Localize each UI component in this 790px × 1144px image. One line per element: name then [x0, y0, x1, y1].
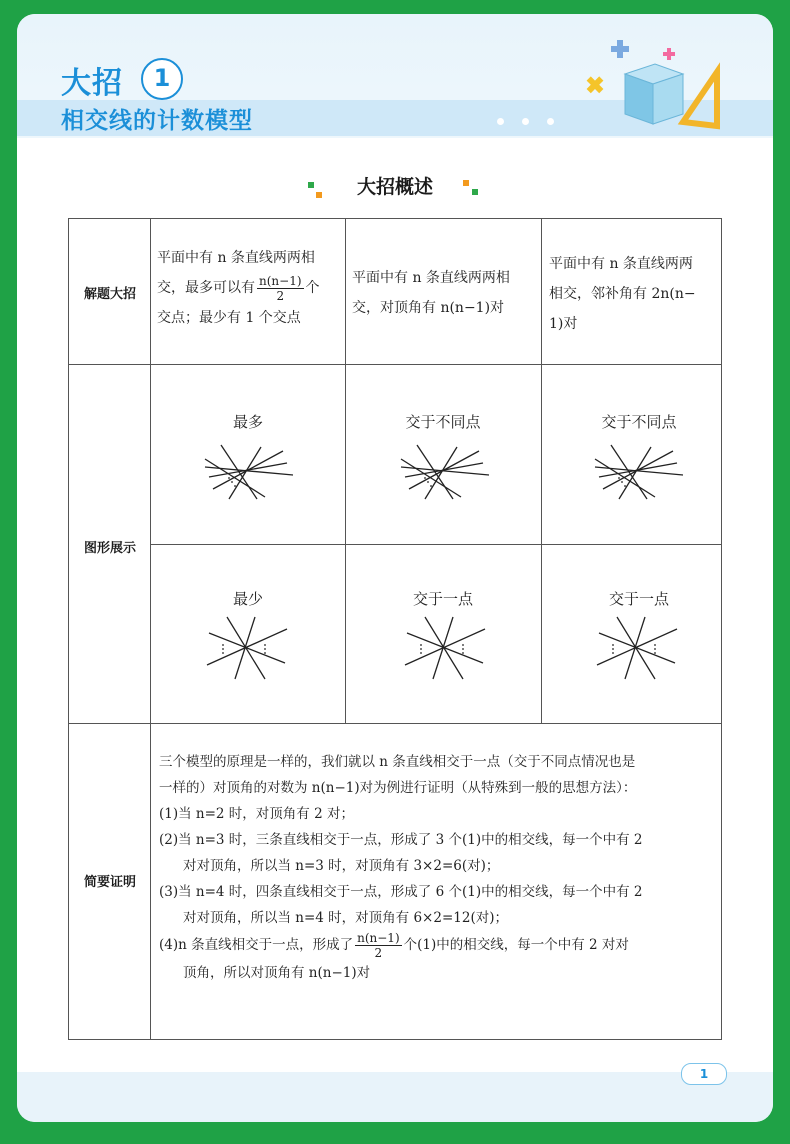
method-cell-max: 平面中有 n 条直线两两相 交，最多可以有 $\frac{n(n-1)}{2}$ 个 交点；最少有 1 个交点	[157, 250, 320, 326]
method-cell-supplementary: 平面中有 n 条直线两两 相交，邻补角有 2n(n− 1)对	[549, 256, 696, 332]
decor-square	[316, 192, 322, 198]
decor-square	[308, 182, 314, 188]
diagram-many-intersections	[203, 441, 297, 503]
figure-label-min: 最少	[232, 590, 263, 608]
row-label-proof: 简要证明	[83, 875, 136, 890]
decor-square	[463, 180, 469, 186]
figure-label-max: 最多	[232, 413, 263, 431]
diagram-one-point-1	[403, 615, 487, 681]
figure-label-distinct-2: 交于不同点	[601, 413, 677, 431]
decor-square	[472, 189, 478, 195]
figure-label-distinct-1: 交于不同点	[405, 413, 481, 431]
diagram-distinct-points-2	[593, 441, 687, 503]
geometry-cube-icon	[567, 26, 727, 136]
proof-text: 三个模型的原理是一样的，我们就以 n 条直线相交于一点（交于不同点情况也是 一样的）对顶角的对数为 n(n−1)对为例进行证明（从特殊到一般的思想方法）： (1)当 n=2 时，对顶角有 2 对； (2)当 n=3 时，三条直线相交于一点，形成了 3 个(1)中的相交线，每一个中有 2 对对顶角，所以当 n=3 时，对顶角有 3×2=6(对)； (3)当 n=4 时，四条直线相交于一点，形成了 6 个(1)中的相交线，每一个中有 2 对对顶角，所以当 n=4 时，对顶角有 6×2=12(对)； (4)n 条直线相交于一点，形成了 $\frac{n(n-1)}{2}$ 个(1)中的相交线，每一个中有 2 对对 顶角，所以对顶角有 n(n−1)对	[159, 754, 643, 981]
diagram-min-intersections	[205, 615, 289, 681]
row-label-figures: 图形展示	[83, 541, 136, 556]
chapter-title: 大招	[61, 66, 123, 101]
page	[17, 14, 773, 1122]
figure-label-one-point-2: 交于一点	[608, 590, 669, 608]
row-label-method: 解题大招	[83, 287, 136, 302]
chapter-badge: 1	[141, 58, 183, 100]
diagram-distinct-points-1	[399, 441, 493, 503]
page-number: 1	[681, 1063, 727, 1085]
figure-label-one-point-1: 交于一点	[412, 590, 473, 608]
summary-table	[68, 218, 722, 1040]
footer-band	[17, 1072, 773, 1122]
section-title: 大招概述	[356, 176, 433, 198]
chapter-subtitle: 相交线的计数模型	[61, 108, 253, 134]
method-cell-vertical-angles: 平面中有 n 条直线两两相 交，对顶角有 n(n−1)对	[352, 270, 510, 316]
diagram-one-point-2	[595, 615, 679, 681]
header-dots	[497, 110, 572, 129]
